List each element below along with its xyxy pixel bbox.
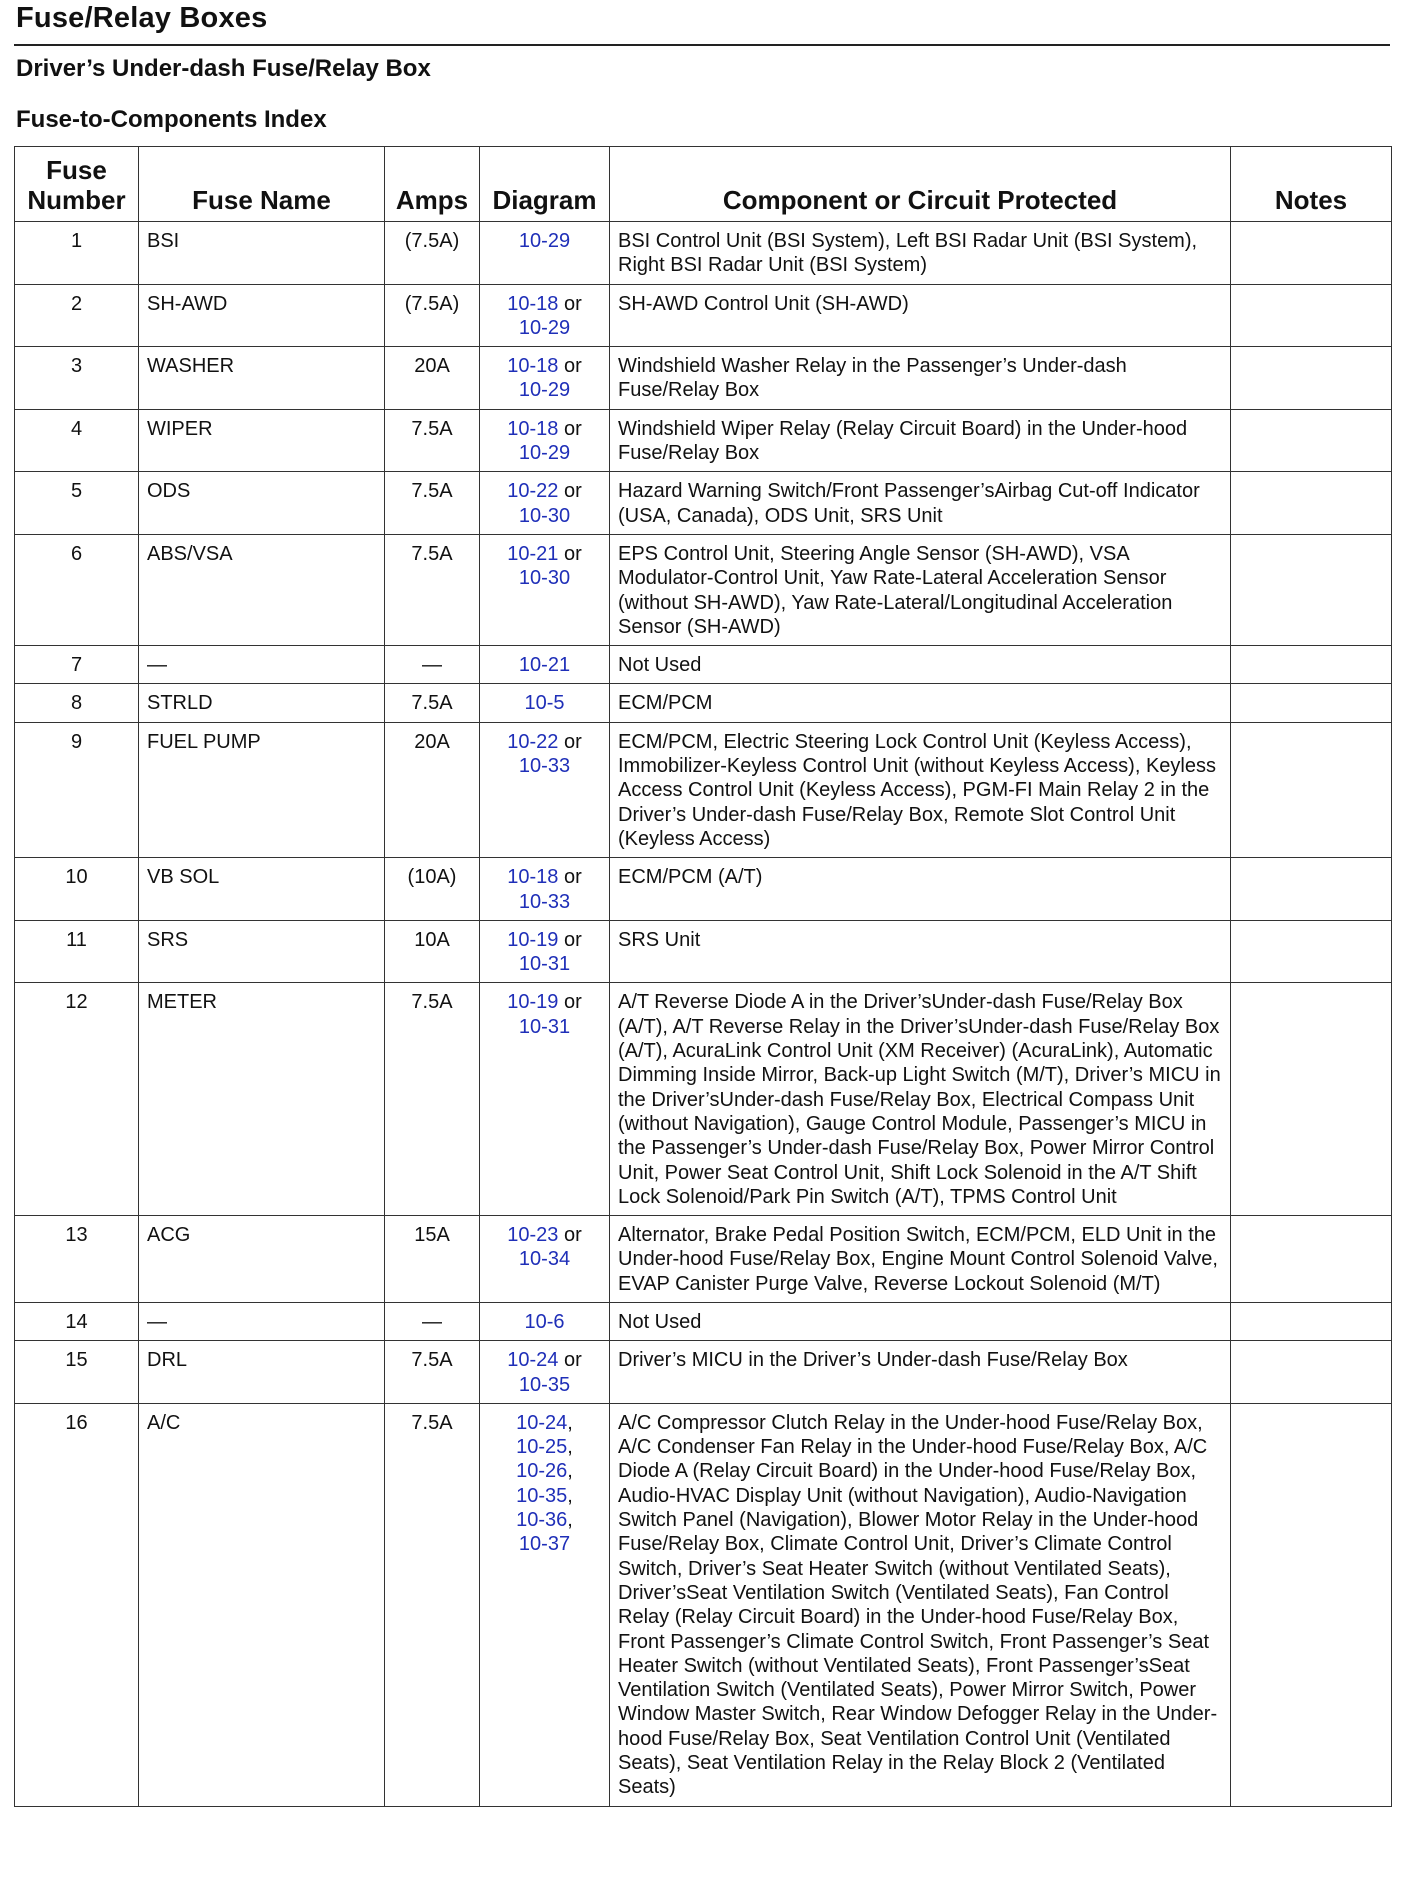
notes-cell: [1231, 646, 1392, 684]
diagram-cell: [480, 920, 610, 983]
fuse-name-cell: SH-AWD: [139, 284, 385, 347]
component-cell: Alternator, Brake Pedal Position Switch, ECM/PCM, ELD Unit in the Under-hood Fuse/Relay Box, Engine Mount Control Solenoid Valve, EVAP Canister Purge Valve, Reverse Lockout Solenoid (M/T): [610, 1216, 1231, 1303]
component-cell: BSI Control Unit (BSI System), Left BSI Radar Unit (BSI System), Right BSI Radar Unit (BSI System): [610, 222, 1231, 285]
diagram-reference: [488, 441, 601, 465]
table-row: [15, 722, 1392, 857]
diagram-link[interactable]: 10-36: [516, 1509, 568, 1532]
fuse-name-cell: STRLD: [139, 684, 385, 722]
table-row: [15, 983, 1392, 1216]
diagram-cell: [480, 983, 610, 1216]
diagram-link[interactable]: 10-31: [518, 1015, 571, 1038]
diagram-reference: [488, 292, 601, 316]
diagram-separator: ,: [567, 1436, 573, 1459]
diagram-separator: ,: [567, 1509, 573, 1532]
component-cell: ECM/PCM (A/T): [610, 858, 1231, 921]
fuse-name-cell: —: [139, 1302, 385, 1340]
amps-cell: 15A: [385, 1216, 480, 1303]
amps-cell: 7.5A: [385, 472, 480, 535]
component-cell: Windshield Washer Relay in the Passenger’s Under-dash Fuse/Relay Box: [610, 347, 1231, 410]
diagram-reference: [488, 1459, 601, 1483]
diagram-link[interactable]: 10-29: [518, 230, 571, 252]
fuse-name-cell: WIPER: [139, 409, 385, 472]
diagram-cell: [480, 684, 610, 722]
notes-cell: [1231, 858, 1392, 921]
notes-cell: [1231, 222, 1392, 285]
diagram-reference: [488, 566, 601, 590]
component-cell: Not Used: [610, 646, 1231, 684]
fuse-number-cell: 16: [15, 1403, 139, 1806]
diagram-link[interactable]: 10-23: [507, 1224, 559, 1247]
diagram-reference: [488, 479, 601, 503]
diagram-separator: ,: [567, 1411, 573, 1434]
diagram-reference: [488, 1247, 601, 1271]
table-row: [15, 858, 1392, 921]
notes-cell: [1231, 1216, 1392, 1303]
component-cell: A/T Reverse Diode A in the Driver’sUnder-dash Fuse/Relay Box (A/T), A/T Reverse Relay in the Driver’sUnder-dash Fuse/Relay Box (A/T), AcuraLink Control Unit (XM Receiver) (AcuraLink), Automatic Dimming Inside Mirror, Back-up Light Switch (M/T), Driver’s MICU in the Driver’sUnder-dash Fuse/Relay Box, Electrical Compass Unit (without Navigation), Gauge Control Module, Passenger’s MICU in the Passenger’s Under-dash Fuse/Relay Box, Power Mirror Control Unit, Power Seat Control Unit, Shift Lock Solenoid in the A/T Shift Lock Solenoid/Park Pin Switch (A/T), TPMS Control Unit: [610, 983, 1231, 1216]
fuse-name-cell: A/C: [139, 1403, 385, 1806]
amps-cell: 7.5A: [385, 1403, 480, 1806]
diagram-link[interactable]: 10-37: [518, 1533, 571, 1556]
diagram-reference: [488, 730, 601, 754]
diagram-link[interactable]: 10-29: [518, 316, 571, 339]
fuse-name-cell: FUEL PUMP: [139, 722, 385, 857]
header-fuse-name: Fuse Name: [139, 147, 385, 222]
diagram-link[interactable]: 10-33: [518, 890, 571, 913]
diagram-link[interactable]: 10-29: [518, 442, 571, 465]
notes-cell: [1231, 534, 1392, 645]
title-divider: [14, 44, 1390, 46]
diagram-cell: [480, 1403, 610, 1806]
component-cell: ECM/PCM, Electric Steering Lock Control Unit (Keyless Access), Immobilizer-Keyless Control Unit (without Keyless Access), Keyless Access Control Unit (Keyless Access), PGM-FI Main Relay 2 in the Driver’s Under-dash Fuse/Relay Box, Remote Slot Control Unit (Keyless Access): [610, 722, 1231, 857]
diagram-reference: [488, 417, 601, 441]
header-fuse-number: Fuse Number: [15, 147, 139, 222]
fuse-number-cell: 15: [15, 1341, 139, 1404]
notes-cell: [1231, 983, 1392, 1216]
notes-cell: [1231, 1341, 1392, 1404]
diagram-link[interactable]: 10-22: [507, 480, 559, 503]
diagram-reference: [488, 1484, 601, 1508]
diagram-reference: [488, 1508, 601, 1532]
component-cell: A/C Compressor Clutch Relay in the Under-hood Fuse/Relay Box, A/C Condenser Fan Relay in the Under-hood Fuse/Relay Box, A/C Diode A (Relay Circuit Board) in the Under-hood Fuse/Relay Box, Audio-HVAC Display Unit (without Navigation), Audio-Navigation Switch Panel (Navigation), Blower Motor Relay in the Under-hood Fuse/Relay Box, Climate Control Unit, Driver’s Climate Control Switch, Driver’s Seat Heater Switch (without Ventilated Seats), Driver’sSeat Ventilation Switch (Ventilated Seats), Fan Control Relay (Relay Circuit Board) in the Under-hood Fuse/Relay Box, Front Passenger’s Climate Control Switch, Front Passenger’s Seat Heater Switch (without Ventilated Seats), Front Passenger’sSeat Ventilation Switch (Ventilated Seats), Power Mirror Switch, Power Window Master Switch, Rear Window Defogger Relay in the Under-hood Fuse/Relay Box, Seat Ventilation Control Unit (Ventilated Seats), Seat Ventilation Relay in the Relay Block 2 (Ventilated Seats): [610, 1403, 1231, 1806]
fuse-name-cell: ODS: [139, 472, 385, 535]
diagram-cell: [480, 1341, 610, 1404]
amps-cell: 7.5A: [385, 684, 480, 722]
diagram-link[interactable]: 10-18: [507, 355, 559, 378]
table-row: [15, 284, 1392, 347]
component-cell: SRS Unit: [610, 920, 1231, 983]
diagram-link[interactable]: 10-18: [507, 417, 559, 440]
diagram-reference: [488, 229, 601, 253]
fuse-name-cell: ACG: [139, 1216, 385, 1303]
diagram-link[interactable]: 10-30: [518, 504, 571, 527]
diagram-link[interactable]: 10-24: [516, 1411, 568, 1434]
diagram-cell: [480, 472, 610, 535]
diagram-reference: [488, 378, 601, 402]
table-row: [15, 920, 1392, 983]
component-cell: SH-AWD Control Unit (SH-AWD): [610, 284, 1231, 347]
table-row: [15, 646, 1392, 684]
fuse-number-cell: 11: [15, 920, 139, 983]
notes-cell: [1231, 920, 1392, 983]
diagram-link[interactable]: 10-5: [524, 692, 565, 715]
table-row: [15, 222, 1392, 285]
fuse-name-cell: METER: [139, 983, 385, 1216]
page-subtitle: Driver’s Under-dash Fuse/Relay Box: [16, 55, 431, 82]
fuse-number-cell: 3: [15, 347, 139, 410]
section-title: Fuse-to-Components Index: [16, 106, 327, 133]
component-cell: Not Used: [610, 1302, 1231, 1340]
amps-cell: (10A): [385, 858, 480, 921]
diagram-link[interactable]: 10-24: [507, 1349, 559, 1372]
table-row: [15, 684, 1392, 722]
diagram-separator: or: [558, 355, 582, 378]
diagram-separator: or: [558, 991, 582, 1014]
diagram-reference: [488, 1435, 601, 1459]
fuse-number-cell: 12: [15, 983, 139, 1216]
table-row: [15, 347, 1392, 410]
fuse-number-cell: 1: [15, 222, 139, 285]
diagram-reference: [488, 1348, 601, 1372]
notes-cell: [1231, 1403, 1392, 1806]
diagram-link[interactable]: 10-33: [518, 755, 571, 778]
component-cell: Windshield Wiper Relay (Relay Circuit Board) in the Under-hood Fuse/Relay Box: [610, 409, 1231, 472]
diagram-reference: [488, 1223, 601, 1247]
fuse-number-cell: 6: [15, 534, 139, 645]
table-row: [15, 1302, 1392, 1340]
diagram-separator: or: [558, 1224, 582, 1247]
fuse-number-cell: 7: [15, 646, 139, 684]
notes-cell: [1231, 347, 1392, 410]
diagram-reference: [488, 542, 601, 566]
diagram-reference: [488, 952, 601, 976]
diagram-link[interactable]: 10-30: [518, 567, 571, 590]
amps-cell: 7.5A: [385, 409, 480, 472]
fuse-number-cell: 13: [15, 1216, 139, 1303]
fuse-number-cell: 2: [15, 284, 139, 347]
table-header-row: [15, 147, 1392, 222]
diagram-reference: [488, 1310, 601, 1334]
table-body: [15, 222, 1392, 1807]
amps-cell: 20A: [385, 722, 480, 857]
notes-cell: [1231, 284, 1392, 347]
diagram-link[interactable]: 10-21: [518, 654, 571, 677]
diagram-reference: [488, 504, 601, 528]
diagram-separator: or: [558, 928, 582, 951]
diagram-reference: [488, 928, 601, 952]
fuse-number-cell: 5: [15, 472, 139, 535]
component-cell: Driver’s MICU in the Driver’s Under-dash Fuse/Relay Box: [610, 1341, 1231, 1404]
notes-cell: [1231, 684, 1392, 722]
fuse-number-cell: 10: [15, 858, 139, 921]
diagram-link[interactable]: 10-6: [524, 1310, 565, 1333]
amps-cell: 7.5A: [385, 983, 480, 1216]
fuse-number-cell: 14: [15, 1302, 139, 1340]
diagram-cell: [480, 1216, 610, 1303]
diagram-link[interactable]: 10-35: [516, 1484, 568, 1507]
table-row: [15, 409, 1392, 472]
diagram-reference: [488, 1532, 601, 1556]
diagram-cell: [480, 347, 610, 410]
table-row: [15, 1403, 1392, 1806]
component-cell: Hazard Warning Switch/Front Passenger’sAirbag Cut-off Indicator (USA, Canada), ODS Unit, SRS Unit: [610, 472, 1231, 535]
fuse-name-cell: SRS: [139, 920, 385, 983]
diagram-reference: [488, 890, 601, 914]
amps-cell: —: [385, 646, 480, 684]
fuse-name-cell: ABS/VSA: [139, 534, 385, 645]
page-title: Fuse/Relay Boxes: [16, 2, 268, 34]
diagram-cell: [480, 1302, 610, 1340]
fuse-name-cell: VB SOL: [139, 858, 385, 921]
fuse-number-cell: 4: [15, 409, 139, 472]
diagram-separator: or: [558, 866, 582, 889]
diagram-link[interactable]: 10-19: [507, 928, 559, 951]
diagram-link[interactable]: 10-29: [518, 379, 571, 402]
notes-cell: [1231, 722, 1392, 857]
fuse-number-cell: 9: [15, 722, 139, 857]
table-row: [15, 472, 1392, 535]
table-row: [15, 1341, 1392, 1404]
table-row: [15, 1216, 1392, 1303]
diagram-cell: [480, 409, 610, 472]
amps-cell: (7.5A): [385, 284, 480, 347]
amps-cell: 7.5A: [385, 534, 480, 645]
diagram-reference: [488, 990, 601, 1014]
diagram-reference: [488, 1373, 601, 1397]
diagram-link[interactable]: 10-19: [507, 991, 559, 1014]
diagram-reference: [488, 691, 601, 715]
diagram-reference: [488, 1015, 601, 1039]
diagram-cell: [480, 284, 610, 347]
diagram-cell: [480, 222, 610, 285]
diagram-separator: or: [558, 417, 582, 440]
diagram-link[interactable]: 10-21: [507, 542, 559, 565]
fuse-name-cell: DRL: [139, 1341, 385, 1404]
notes-cell: [1231, 409, 1392, 472]
diagram-cell: [480, 646, 610, 684]
header-amps: Amps: [385, 147, 480, 222]
component-cell: EPS Control Unit, Steering Angle Sensor (SH-AWD), VSA Modulator-Control Unit, Yaw Rate-Lateral Acceleration Sensor (without SH-AWD), Yaw Rate-Lateral/Longitudinal Acceleration Sensor (SH-AWD): [610, 534, 1231, 645]
diagram-cell: [480, 722, 610, 857]
diagram-separator: or: [558, 1349, 582, 1372]
diagram-link[interactable]: 10-22: [507, 730, 559, 753]
diagram-separator: or: [558, 542, 582, 565]
diagram-link[interactable]: 10-18: [507, 866, 559, 889]
header-diagram: Diagram: [480, 147, 610, 222]
fuse-name-cell: BSI: [139, 222, 385, 285]
diagram-separator: ,: [567, 1460, 573, 1483]
header-component: Component or Circuit Protected: [610, 147, 1231, 222]
diagram-link[interactable]: 10-18: [507, 292, 559, 315]
diagram-separator: or: [558, 292, 582, 315]
diagram-reference: [488, 653, 601, 677]
diagram-separator: or: [558, 480, 582, 503]
amps-cell: (7.5A): [385, 222, 480, 285]
fuse-index-table: [14, 146, 1392, 1807]
diagram-link[interactable]: 10-26: [516, 1460, 568, 1483]
diagram-cell: [480, 534, 610, 645]
diagram-link[interactable]: 10-31: [518, 953, 571, 976]
diagram-link[interactable]: 10-35: [518, 1373, 571, 1396]
component-cell: ECM/PCM: [610, 684, 1231, 722]
diagram-reference: [488, 354, 601, 378]
diagram-reference: [488, 316, 601, 340]
fuse-name-cell: WASHER: [139, 347, 385, 410]
fuse-number-cell: 8: [15, 684, 139, 722]
diagram-cell: [480, 858, 610, 921]
diagram-link[interactable]: 10-34: [518, 1248, 571, 1271]
diagram-reference: [488, 1411, 601, 1435]
diagram-separator: or: [558, 730, 582, 753]
header-notes: Notes: [1231, 147, 1392, 222]
fuse-name-cell: —: [139, 646, 385, 684]
diagram-reference: [488, 865, 601, 889]
table-row: [15, 534, 1392, 645]
amps-cell: 10A: [385, 920, 480, 983]
amps-cell: 20A: [385, 347, 480, 410]
notes-cell: [1231, 472, 1392, 535]
amps-cell: —: [385, 1302, 480, 1340]
diagram-reference: [488, 754, 601, 778]
amps-cell: 7.5A: [385, 1341, 480, 1404]
diagram-link[interactable]: 10-25: [516, 1436, 568, 1459]
diagram-separator: ,: [567, 1484, 573, 1507]
notes-cell: [1231, 1302, 1392, 1340]
